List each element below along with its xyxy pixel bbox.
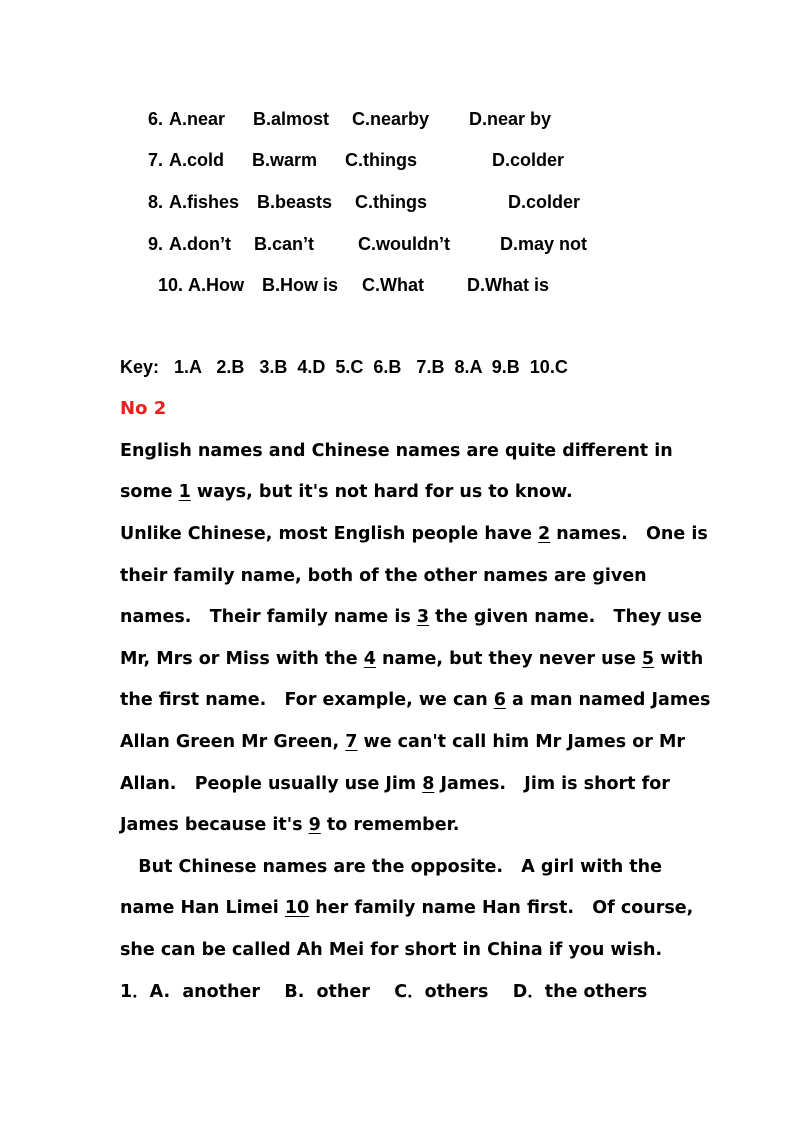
option-d: D.colder (508, 192, 581, 212)
option-b: B.can’t (254, 234, 315, 254)
passage-text: the first name. For example, we can (120, 690, 494, 710)
passage-text: with (654, 649, 704, 669)
passage-text: James because it's (120, 815, 309, 835)
blank-6: 6 (493, 690, 506, 710)
passage-line (120, 689, 710, 711)
blank-8: 8 (422, 774, 435, 794)
blank-5: 5 (641, 649, 655, 669)
option-d: D.colder (492, 150, 565, 170)
passage-text: to remember. (320, 815, 460, 835)
option-d: D.near by (469, 109, 552, 129)
option-b: B.beasts (257, 192, 333, 212)
option-c: C.What (362, 275, 424, 295)
passage-line (120, 939, 662, 961)
passage-text: some (120, 482, 179, 502)
passage-text: she can be called Ah Mei for short in China if you wish. (120, 940, 663, 960)
blank-1: 1 (178, 482, 191, 502)
option-b: B.warm (252, 150, 318, 170)
passage-text: Allan Green Mr Green, (120, 732, 346, 752)
passage-line (120, 773, 670, 795)
passage-text: names. Their family name is (120, 607, 417, 627)
passage-line (120, 648, 703, 670)
option-c: C.wouldn’t (358, 234, 450, 254)
option-c: C.things (355, 192, 427, 212)
option-a: A.cold (169, 150, 225, 170)
blank-3: 3 (416, 607, 430, 627)
passage-text: James. Jim is short for (434, 774, 670, 794)
question-number: 8. (148, 192, 164, 212)
passage-text: we can't call him Mr James or Mr (357, 732, 686, 752)
option-row-6 (148, 108, 608, 130)
option-row-10 (158, 274, 608, 296)
option-c: C.nearby (352, 109, 430, 129)
passage-text: names. One is (550, 524, 708, 544)
passage-text: Mr, Mrs or Miss with the (120, 649, 364, 669)
passage-line (120, 731, 685, 753)
passage-text: ways, but it's not hard for us to know. (190, 482, 573, 502)
blank-10: 10 (284, 898, 310, 918)
passage-line (120, 814, 459, 836)
passage-text: name, but they never use (375, 649, 642, 669)
option-c: C.things (345, 150, 417, 170)
option-a: A.don’t (169, 234, 231, 254)
answer-key: Key: 1.A 2.B 3.B 4.D 5.C 6.B 7.B 8.A 9.B 10.C (120, 357, 568, 377)
option-row-8 (148, 191, 608, 213)
option-b: B.almost (253, 109, 330, 129)
question-number: 10. (158, 275, 184, 295)
passage-text: English names and Chinese names are quite different in (120, 441, 673, 461)
passage-line (120, 565, 647, 587)
passage-text: the given name. They use (429, 607, 703, 627)
option-row-9 (148, 233, 608, 255)
question-number: 6. (148, 109, 164, 129)
passage-text: a man named James (505, 690, 711, 710)
passage-line (120, 523, 708, 545)
option-d: D.What is (467, 275, 550, 295)
section-heading: No 2 (120, 398, 167, 419)
option-a: A.near (169, 109, 226, 129)
option-d: D.may not (500, 234, 588, 254)
option-b: B.How is (262, 275, 339, 295)
passage-line (120, 606, 702, 628)
question-1-options (120, 981, 647, 1003)
passage-text: But Chinese names are the opposite. A girl with the (120, 857, 662, 877)
question-number: 9. (148, 234, 164, 254)
passage-text: name Han Limei (120, 898, 285, 918)
blank-2: 2 (538, 524, 551, 544)
passage-line (120, 481, 573, 503)
option-row-7 (148, 149, 608, 171)
option-a: A.How (188, 275, 244, 295)
passage-line (120, 856, 662, 878)
passage-text: their family name, both of the other names are given (120, 566, 647, 586)
passage-text: Unlike Chinese, most English people have (120, 524, 539, 544)
passage-text: Allan. People usually use Jim (120, 774, 423, 794)
passage-text: 1．A. another B. other C．others D．the others (120, 982, 648, 1002)
passage-line (120, 897, 693, 919)
blank-4: 4 (363, 649, 376, 669)
passage-text: her family name Han first. Of course, (309, 898, 694, 918)
blank-7: 7 (345, 732, 358, 752)
passage-line (120, 440, 673, 462)
blank-9: 9 (308, 815, 321, 835)
option-a: A.fishes (169, 192, 240, 212)
question-number: 7. (148, 150, 164, 170)
